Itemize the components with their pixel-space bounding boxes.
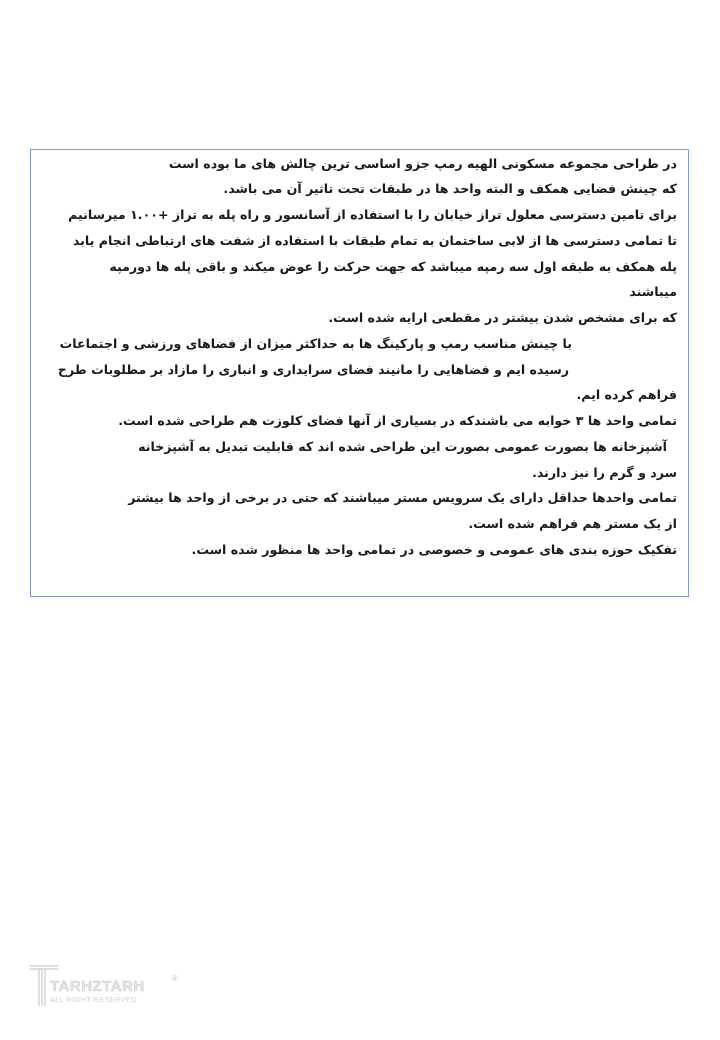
- text-line: پله همکف به طبقه اول سه رمپه میباشد که جهت حرکت را عوض میکند و باقی پله ها دورمپه: [109, 259, 677, 274]
- text-line: تمامی واحدها حداقل دارای یک سرویس مستر میباشند که حتی در برخی از واحد ها بیشتر: [128, 490, 677, 505]
- text-line: در طراحی مجموعه مسکونی الهیه رمپ جزو اساسی ترین چالش های ما بوده است: [168, 156, 677, 171]
- text-line: فراهم کرده ایم.: [576, 387, 677, 402]
- text-line: با چینش مناسب رمپ و پارکینگ ها به حداکثر میزان از فضاهای ورزشی و اجتماعات: [59, 336, 572, 351]
- text-line: رسیده ایم و فضاهایی را مانیند فضای سرایداری و انباری را مازاد بر مطلوبات طرح: [57, 362, 569, 377]
- text-line: تفکیک حوزه بندی های عمومی و خصوصی در تمامی واحد ها منظور شده است.: [191, 542, 677, 557]
- text-line: از یک مستر هم فراهم شده است.: [468, 516, 677, 531]
- text-line: که برای مشخص شدن بیشتر در مقطعی ارایه شده است.: [328, 310, 677, 325]
- registered-mark: ®: [172, 974, 178, 983]
- watermark-brand: TARHZTARH: [50, 978, 145, 995]
- watermark-tagline: ALL RIGHT RESERVED: [50, 995, 137, 1004]
- text-line: میباشند: [629, 284, 677, 299]
- text-line: آشپزخانه ها بصورت عمومی بصورت این طراحی شده اند که قابلیت تبدیل به آشپزخانه: [138, 439, 667, 454]
- text-line: برای تامین دسترسی معلول تراز خیابان را با استفاده از آسانسور و راه پله به تراز +۱.۰۰ میرسانیم: [68, 207, 677, 222]
- text-line: که چینش فضایی همکف و البته واحد ها در طبقات تحت تاثیر آن می باشد.: [223, 181, 677, 196]
- text-line: تا تمامی دسترسی ها از لابی ساختمان به تمام طبقات با استفاده از شفت های ارتباطی انجام یابد: [72, 233, 677, 248]
- text-line: تمامی واحد ها ۳ خوابه می باشندکه در بسیاری از آنها فضای کلوزت هم طراحی شده است.: [118, 413, 677, 428]
- watermark-logo: [28, 962, 188, 1012]
- text-line: سرد و گرم را نیز دارند.: [532, 465, 677, 480]
- description-text-box: [30, 149, 689, 597]
